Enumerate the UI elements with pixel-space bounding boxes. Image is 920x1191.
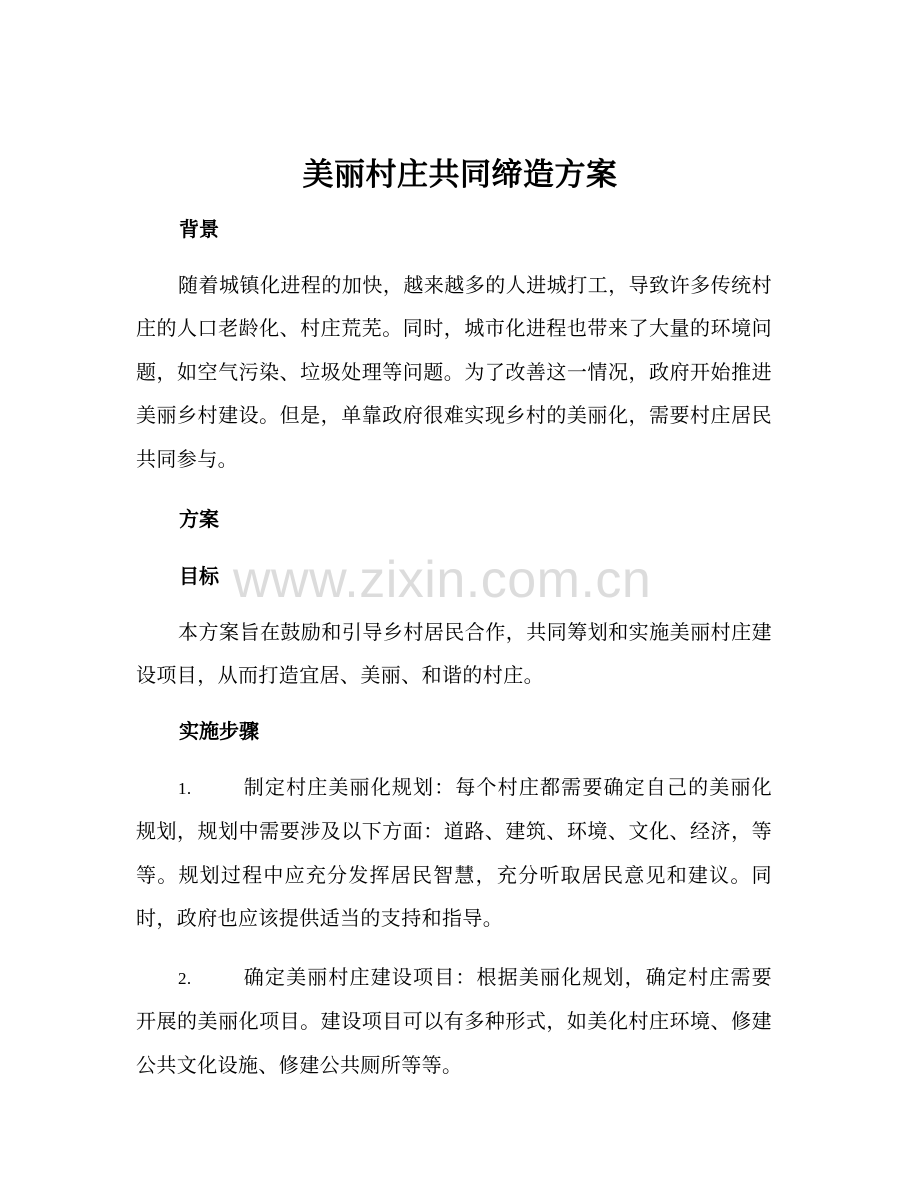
- list-item: [136, 766, 772, 941]
- background-paragraph: 随着城镇化进程的加快，越来越多的人进城打工，导致许多传统村庄的人口老龄化、村庄荒芜。同时，城市化进程也带来了大量的环境问题，如空气污染、垃圾处理等问题。为了改善这一情况，政府开始推进美丽乡村建设。但是，单靠政府很难实现乡村的美丽化，需要村庄居民共同参与。: [136, 273, 772, 471]
- section-heading-steps: 实施步骤: [179, 719, 259, 743]
- document-title: 美丽村庄共同缔造方案: [302, 157, 618, 193]
- section-heading-background: 背景: [179, 217, 219, 241]
- goal-paragraph: 本方案旨在鼓励和引导乡村居民合作，共同筹划和实施美丽村庄建设项目，从而打造宜居、美丽、和谐的村庄。: [136, 620, 772, 688]
- list-item: [136, 956, 772, 1087]
- list-item-number: 1.: [178, 779, 192, 798]
- list-item-number: 2.: [178, 969, 192, 988]
- section-heading-goal: 目标: [179, 564, 219, 588]
- watermark: www.zixin.com.cn: [233, 551, 652, 609]
- list-item-text: 制定村庄美丽化规划：每个村庄都需要确定自己的美丽化规划，规划中需要涉及以下方面：道路、建筑、环境、文化、经济，等等。规划过程中应充分发挥居民智慧，充分听取居民意见和建议。同时，政府也应该提供适当的支持和指导。: [136, 775, 772, 931]
- section-heading-plan: 方案: [179, 507, 219, 531]
- list-item-text: 确定美丽村庄建设项目：根据美丽化规划，确定村庄需要开展的美丽化项目。建设项目可以有多种形式，如美化村庄环境、修建公共文化设施、修建公共厕所等等。: [136, 965, 772, 1077]
